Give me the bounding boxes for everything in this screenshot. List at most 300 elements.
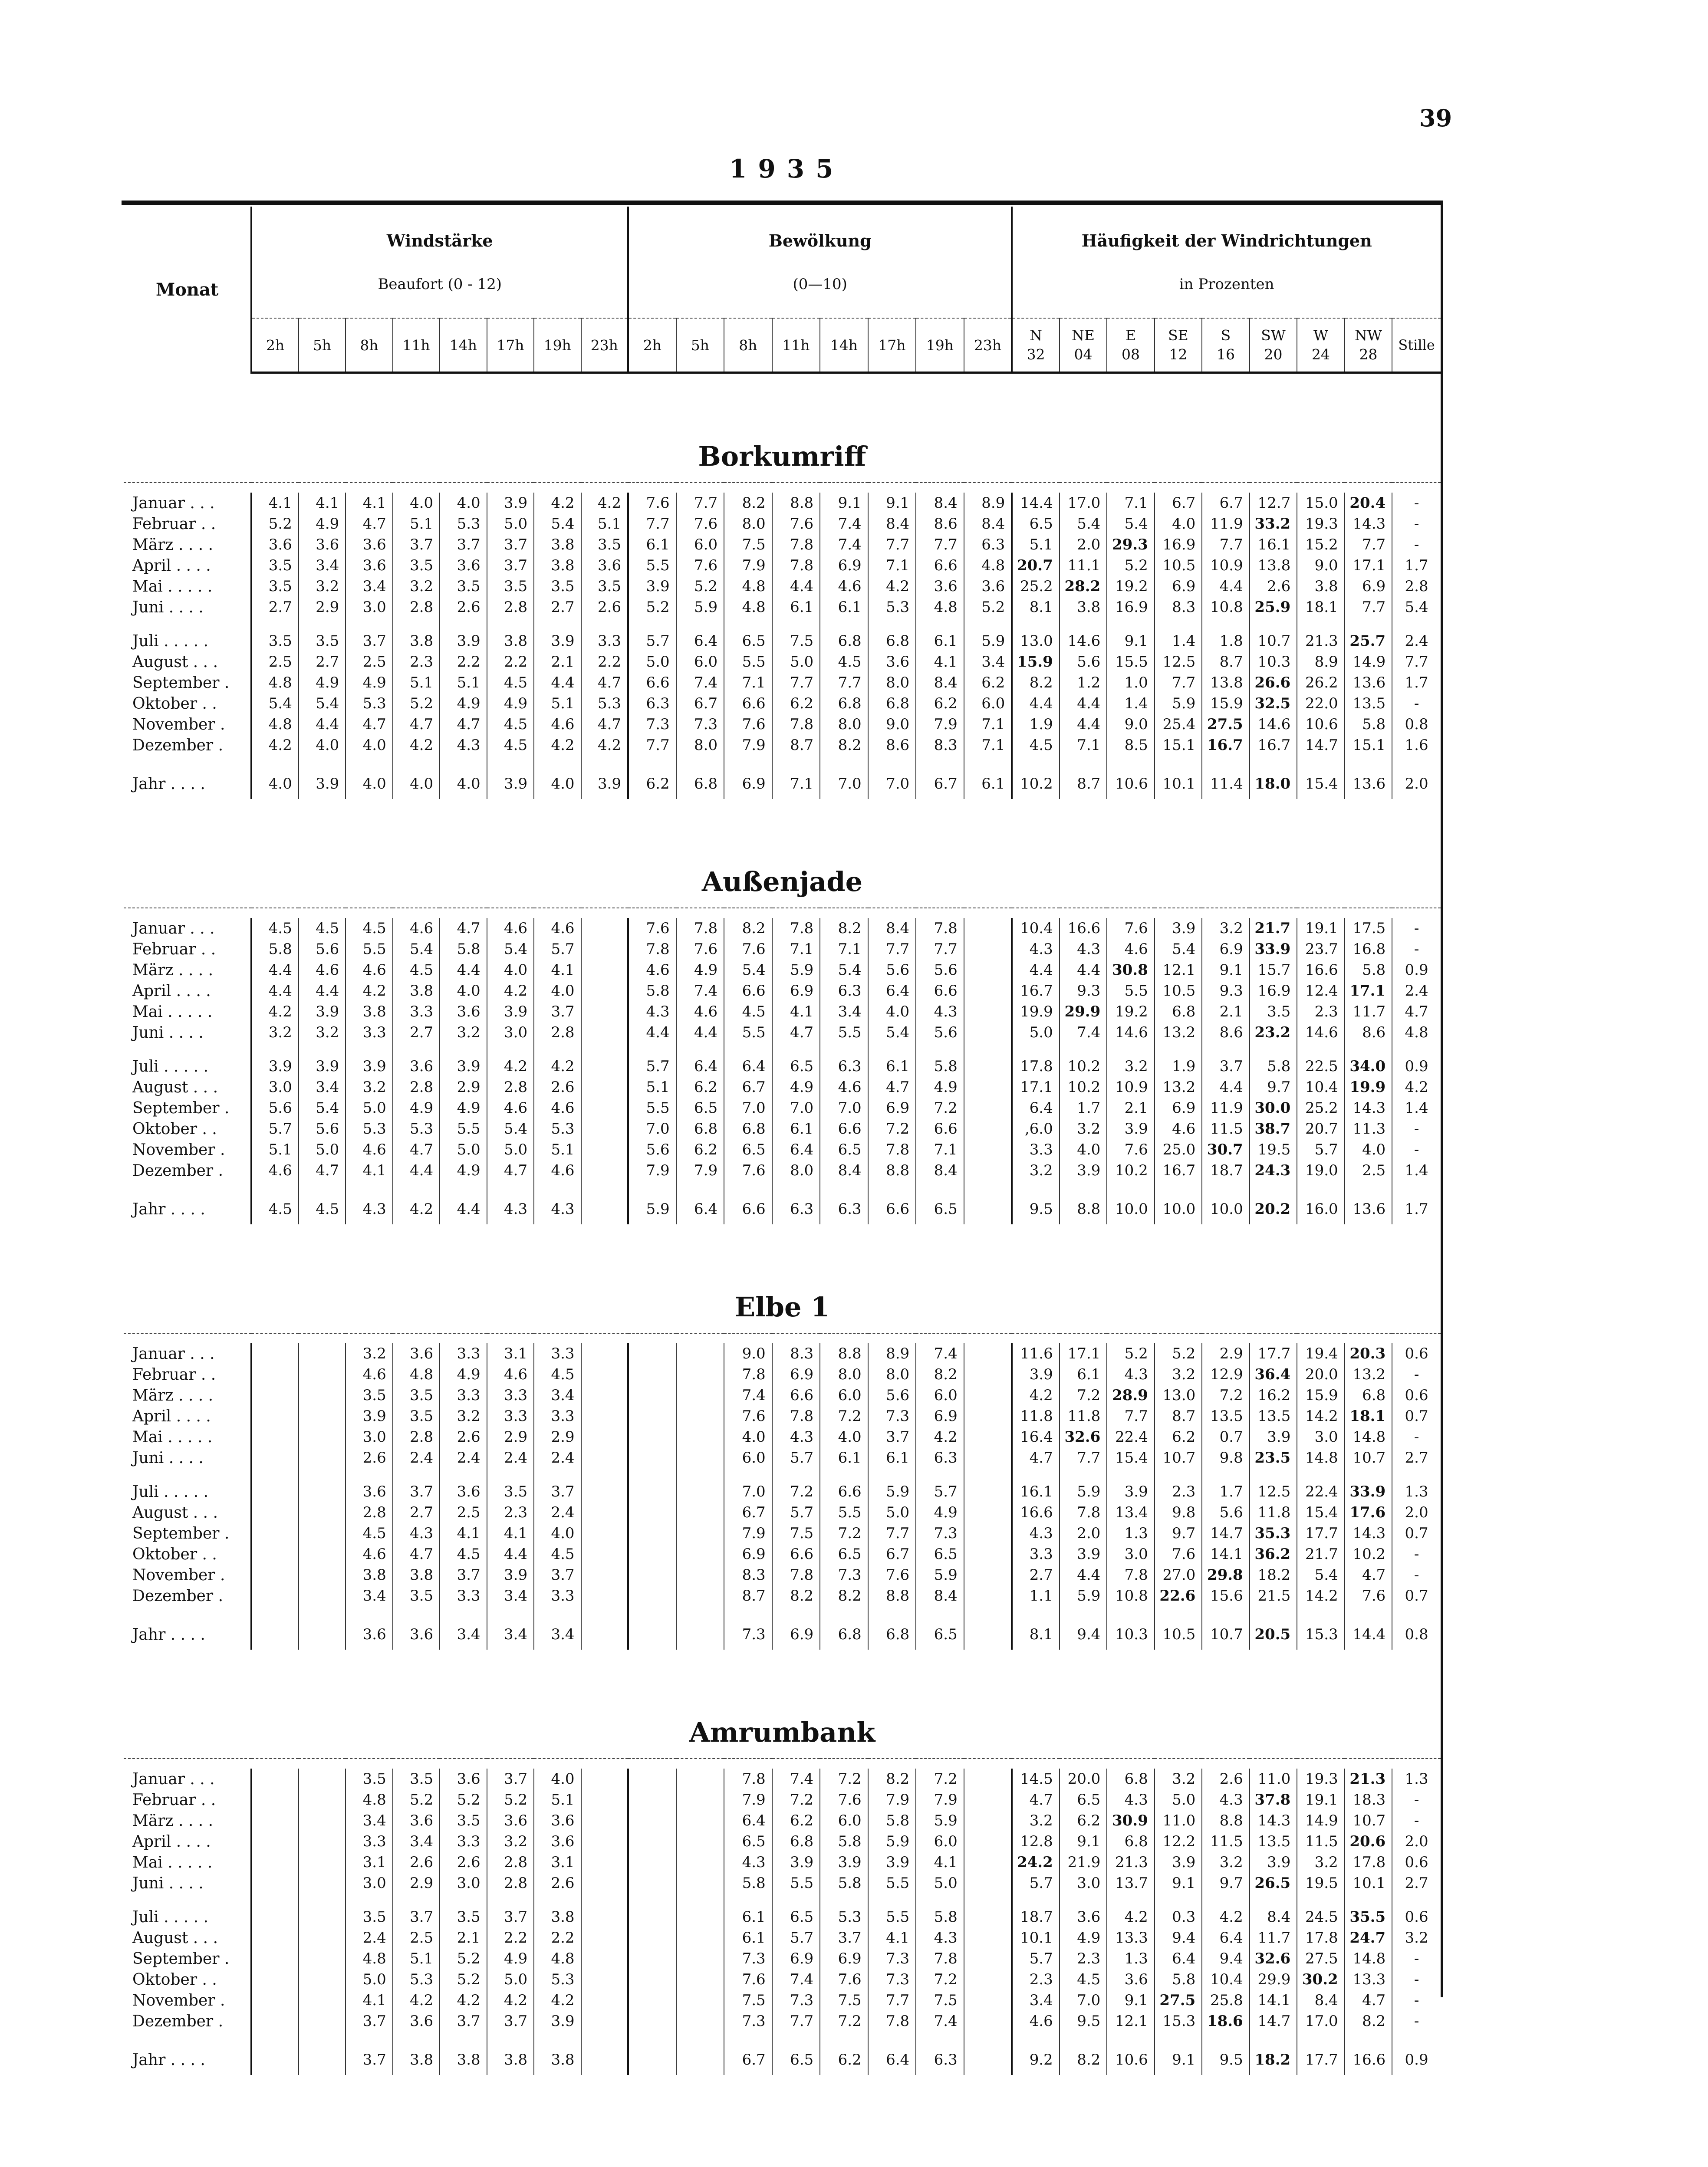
cloud-value: [964, 1098, 1012, 1118]
month-label: Jahr . . . .: [124, 1619, 251, 1650]
cloud-value: 5.6: [868, 960, 916, 980]
direction-frequency: 3.0: [1297, 1427, 1344, 1447]
direction-frequency: 4.0: [1345, 1139, 1392, 1160]
cloud-value: [676, 1619, 724, 1650]
spacer-cell: [1345, 618, 1392, 631]
spacer-cell: [581, 756, 629, 769]
wind-value: [581, 1789, 629, 1810]
cloud-value: 6.5: [916, 1619, 964, 1650]
wind-value: 5.0: [299, 1139, 346, 1160]
cloud-value: 6.1: [868, 1447, 916, 1468]
month-label: Juni . . . .: [124, 1022, 251, 1043]
direction-frequency: 4.6: [1107, 939, 1154, 960]
wind-value: 4.5: [251, 1194, 298, 1224]
direction-frequency: 24.7: [1345, 1927, 1392, 1948]
spacer-cell: [534, 1181, 581, 1194]
col-cloud-hour-7: [964, 318, 1012, 373]
wind-value: 5.1: [393, 1948, 440, 1969]
stille-value: 2.7: [1405, 1449, 1428, 1467]
wind-value: 3.3: [346, 1831, 392, 1852]
cloud-value: 5.2: [628, 597, 676, 618]
wind-value: 4.6: [346, 960, 392, 980]
direction-frequency: 30.8: [1107, 960, 1154, 980]
wind-value: 3.7: [487, 1769, 534, 1789]
spacer-cell: [251, 1894, 298, 1907]
stille-value: 0.8: [1405, 1626, 1428, 1643]
wind-value: 3.7: [393, 1907, 440, 1927]
stille-value: -: [1414, 1971, 1419, 1988]
stille-value: -: [1414, 515, 1419, 533]
cloud-value: 8.0: [868, 672, 916, 693]
cloud-value: [628, 1406, 676, 1427]
direction-frequency: 11.9: [1202, 1098, 1249, 1118]
spacer-cell: [1250, 1894, 1297, 1907]
table-row: [124, 597, 1441, 618]
stille-value: 2.8: [1405, 578, 1428, 595]
col-cloud-hour-3: [772, 318, 820, 373]
cloud-value: 7.6: [676, 513, 724, 534]
direction-frequency: 2.3: [1012, 1969, 1059, 1990]
spacer-cell: [1392, 756, 1441, 769]
spacer-cell: [1012, 756, 1059, 769]
cloud-value: 7.1: [724, 672, 772, 693]
cloud-value: 9.1: [868, 493, 916, 513]
wind-value: 2.3: [393, 651, 440, 672]
wind-value: 5.5: [440, 1118, 487, 1139]
month-label: November .: [124, 1139, 251, 1160]
spacer-cell: [772, 1606, 820, 1619]
direction-frequency: 10.2: [1060, 1077, 1107, 1098]
wind-value: 2.9: [440, 1077, 487, 1098]
cloud-value: 6.4: [868, 2045, 916, 2075]
spacer-cell: [346, 618, 392, 631]
direction-frequency: 16.7: [1155, 1160, 1202, 1181]
table-row: [124, 534, 1441, 555]
spacer-cell: [393, 618, 440, 631]
stille-value: 4.8: [1405, 1024, 1428, 1041]
wind-value: 5.1: [534, 693, 581, 714]
wind-value: 3.8: [393, 980, 440, 1001]
wind-value: 2.1: [440, 1927, 487, 1948]
wind-value: 3.5: [251, 555, 298, 576]
cloud-value: [628, 1343, 676, 1364]
wind-value: 4.0: [393, 769, 440, 799]
cloud-value: 7.4: [916, 2011, 964, 2032]
spacer-cell: [393, 1606, 440, 1619]
direction-frequency: 9.1: [1155, 1873, 1202, 1894]
wind-value: 3.2: [440, 1406, 487, 1427]
cloud-value: [628, 1502, 676, 1523]
stille-value: 1.3: [1405, 1483, 1428, 1500]
direction-frequency: 2.1: [1202, 1001, 1249, 1022]
spacer-cell: [1012, 1043, 1059, 1056]
col-dir-0: [1012, 318, 1059, 373]
direction-frequency: 14.8: [1297, 1447, 1344, 1468]
cloud-value: [676, 1502, 724, 1523]
col-dir-3: [1155, 318, 1202, 373]
table-row: [124, 1001, 1441, 1022]
direction-frequency: 15.2: [1297, 534, 1344, 555]
cloud-value: 6.9: [772, 1948, 820, 1969]
cloud-value: 6.9: [820, 555, 868, 576]
wind-value: 2.2: [440, 651, 487, 672]
wind-value: 5.0: [346, 1969, 392, 1990]
spacer-cell: [299, 1181, 346, 1194]
cloud-value: 7.8: [772, 1565, 820, 1585]
direction-frequency: 12.5: [1155, 651, 1202, 672]
table-row: [124, 1948, 1441, 1969]
spacer-cell: [628, 756, 676, 769]
direction-frequency: 20.4: [1345, 493, 1392, 513]
wind-value: 3.9: [299, 1056, 346, 1077]
stille-value: 7.7: [1405, 653, 1428, 671]
cloud-value: 4.1: [916, 1852, 964, 1873]
cloud-value: 7.3: [724, 1619, 772, 1650]
wind-value: 5.4: [251, 693, 298, 714]
spacer-cell: [1107, 618, 1154, 631]
wind-value: 3.8: [534, 534, 581, 555]
cloud-value: [676, 1769, 724, 1789]
dir-label: NW: [1355, 327, 1382, 344]
spacer-cell: [346, 756, 392, 769]
direction-frequency: 3.9: [1155, 918, 1202, 939]
direction-frequency: 7.6: [1107, 918, 1154, 939]
direction-frequency: 8.4: [1250, 1907, 1297, 1927]
table-row: [124, 2011, 1441, 2032]
wind-value: 4.1: [346, 493, 392, 513]
wind-value: 3.8: [346, 1565, 392, 1585]
wind-value: 4.1: [440, 1523, 487, 1544]
direction-frequency: 7.0: [1060, 1990, 1107, 2011]
stille-value: -: [1414, 536, 1419, 553]
direction-frequency: 9.4: [1202, 1948, 1249, 1969]
cloud-value: 6.5: [916, 1194, 964, 1224]
spacer-cell: [1012, 1468, 1059, 1481]
hour-label: 23h: [590, 336, 618, 354]
spacer-cell: [724, 1894, 772, 1907]
wind-value: 5.3: [346, 1118, 392, 1139]
direction-frequency: 3.2: [1297, 1852, 1344, 1873]
cloud-value: [628, 1907, 676, 1927]
stille-value: 0.7: [1405, 1407, 1428, 1425]
month-label: Februar . .: [124, 513, 251, 534]
cloud-value: [676, 1364, 724, 1385]
dir-code: 20: [1264, 346, 1283, 363]
cloud-value: 6.7: [868, 1544, 916, 1565]
direction-frequency: 27.0: [1155, 1565, 1202, 1585]
direction-frequency: 3.9: [1250, 1427, 1297, 1447]
cloud-value: 6.0: [676, 651, 724, 672]
spacer-cell: [534, 1894, 581, 1907]
spacer-cell: [251, 1043, 298, 1056]
wind-value: 4.7: [440, 714, 487, 735]
direction-frequency: 5.5: [1107, 980, 1154, 1001]
month-label: April . . . .: [124, 555, 251, 576]
col-wind-hour-6: [534, 318, 581, 373]
direction-frequency: 14.7: [1202, 1523, 1249, 1544]
station-name: Außenjade: [701, 865, 863, 898]
header-bewoelkung-subtitle: (0—10): [793, 276, 847, 293]
cloud-value: 6.4: [868, 980, 916, 1001]
hour-label: 5h: [313, 336, 332, 354]
direction-frequency: 13.5: [1250, 1406, 1297, 1427]
wind-value: [251, 2011, 298, 2032]
wind-value: 3.5: [581, 534, 629, 555]
direction-frequency: 7.7: [1107, 1406, 1154, 1427]
direction-frequency: 2.3: [1060, 1948, 1107, 1969]
month-label: März . . . .: [124, 1810, 251, 1831]
cloud-value: 6.0: [724, 1447, 772, 1468]
cloud-value: 6.0: [820, 1385, 868, 1406]
col-wind-hour-0: [251, 318, 298, 373]
wind-value: [299, 1565, 346, 1585]
direction-frequency: 26.5: [1250, 1873, 1297, 1894]
table-row: [124, 513, 1441, 534]
direction-frequency: 5.1: [1012, 534, 1059, 555]
wind-value: 3.5: [581, 576, 629, 597]
cloud-value: 4.6: [820, 576, 868, 597]
direction-frequency: 36.4: [1250, 1364, 1297, 1385]
direction-frequency: 5.7: [1012, 1948, 1059, 1969]
month-label: Dezember .: [124, 1585, 251, 1606]
direction-frequency: 9.2: [1012, 2045, 1059, 2075]
cloud-value: 7.0: [724, 1098, 772, 1118]
cloud-value: 7.9: [724, 1789, 772, 1810]
cloud-value: [964, 960, 1012, 980]
wind-value: 3.7: [393, 1481, 440, 1502]
direction-frequency: 5.8: [1250, 1056, 1297, 1077]
stille-value: -: [1414, 1141, 1419, 1158]
cloud-value: 6.3: [916, 2045, 964, 2075]
cloud-value: 8.9: [868, 1343, 916, 1364]
wind-value: 2.9: [487, 1427, 534, 1447]
wind-value: [581, 1022, 629, 1043]
direction-frequency: 3.9: [1012, 1364, 1059, 1385]
spacer-cell: [964, 1043, 1012, 1056]
direction-frequency: 4.0: [1060, 1139, 1107, 1160]
direction-frequency: 5.2: [1107, 1343, 1154, 1364]
direction-frequency: 5.9: [1155, 693, 1202, 714]
month-label: Januar . . .: [124, 918, 251, 939]
spacer-cell: [964, 618, 1012, 631]
cloud-value: 6.8: [820, 1619, 868, 1650]
wind-value: 4.4: [393, 1160, 440, 1181]
cloud-value: 6.7: [916, 769, 964, 799]
cloud-value: [964, 1990, 1012, 2011]
spacer-cell: [124, 1606, 251, 1619]
direction-frequency: 9.3: [1060, 980, 1107, 1001]
direction-frequency: 13.2: [1345, 1364, 1392, 1385]
wind-value: [299, 1385, 346, 1406]
direction-frequency: 8.7: [1060, 769, 1107, 799]
spacer-cell: [440, 1606, 487, 1619]
cloud-value: 7.8: [772, 1406, 820, 1427]
wind-value: 3.9: [581, 769, 629, 799]
month-label: Februar . .: [124, 939, 251, 960]
wind-value: 3.2: [251, 1022, 298, 1043]
direction-frequency: 29.9: [1060, 1001, 1107, 1022]
direction-frequency: 8.7: [1155, 1406, 1202, 1427]
cloud-value: 8.6: [916, 513, 964, 534]
direction-frequency: 3.2: [1155, 1769, 1202, 1789]
cloud-value: 8.0: [820, 1364, 868, 1385]
direction-frequency: 12.2: [1155, 1831, 1202, 1852]
wind-value: 4.5: [346, 918, 392, 939]
wind-value: 3.5: [251, 631, 298, 651]
direction-frequency: 9.1: [1155, 2045, 1202, 2075]
month-label: Oktober . .: [124, 1118, 251, 1139]
direction-frequency: 14.6: [1250, 714, 1297, 735]
wind-value: [299, 1831, 346, 1852]
cloud-value: 7.2: [820, 2011, 868, 2032]
spacer-cell: [820, 1043, 868, 1056]
hour-label: 14h: [830, 336, 858, 354]
direction-frequency: 9.8: [1202, 1447, 1249, 1468]
direction-frequency: 30.2: [1297, 1969, 1344, 1990]
direction-frequency: 21.3: [1345, 1769, 1392, 1789]
spacer-cell: [299, 1606, 346, 1619]
month-label: November .: [124, 1565, 251, 1585]
cloud-value: 5.5: [724, 651, 772, 672]
wind-value: 5.0: [346, 1098, 392, 1118]
cloud-value: 5.9: [964, 631, 1012, 651]
direction-frequency: 3.4: [1012, 1990, 1059, 2011]
direction-frequency: 13.6: [1345, 769, 1392, 799]
wind-value: 5.7: [251, 1118, 298, 1139]
wind-value: 3.7: [487, 555, 534, 576]
wind-value: 4.2: [581, 493, 629, 513]
wind-value: 5.2: [440, 1789, 487, 1810]
spacer-cell: [676, 2032, 724, 2045]
cloud-value: 5.3: [868, 597, 916, 618]
cloud-value: 5.8: [916, 1056, 964, 1077]
table-body: [124, 373, 1441, 2075]
direction-frequency: 9.4: [1155, 1927, 1202, 1948]
cloud-value: 7.6: [724, 714, 772, 735]
spacer-cell: [251, 2032, 298, 2045]
wind-value: 5.1: [534, 1789, 581, 1810]
spacer-cell: [581, 1181, 629, 1194]
table-row: [124, 1481, 1441, 1502]
spacer-cell: [676, 1468, 724, 1481]
spacer-cell: [1060, 1606, 1107, 1619]
wind-value: 3.3: [487, 1385, 534, 1406]
spacer-cell: [628, 2032, 676, 2045]
spacer-cell: [916, 1606, 964, 1619]
spacer-cell: [628, 1468, 676, 1481]
col-cloud-hour-0: [628, 318, 676, 373]
direction-frequency: 4.4: [1012, 693, 1059, 714]
wind-value: 5.7: [534, 939, 581, 960]
spacer-cell: [1012, 1606, 1059, 1619]
direction-frequency: 1.1: [1012, 1585, 1059, 1606]
cloud-value: 5.7: [628, 1056, 676, 1077]
wind-value: 3.8: [534, 555, 581, 576]
wind-value: 5.2: [393, 693, 440, 714]
spacer-cell: [393, 1043, 440, 1056]
dir-label: E: [1125, 327, 1136, 344]
cloud-value: [676, 1810, 724, 1831]
cloud-value: 7.3: [676, 714, 724, 735]
cloud-value: [676, 1343, 724, 1364]
spacer-row: [124, 2032, 1441, 2045]
direction-frequency: 13.5: [1202, 1406, 1249, 1427]
month-label: November .: [124, 1990, 251, 2011]
wind-value: 3.9: [440, 631, 487, 651]
spacer-cell: [1297, 756, 1344, 769]
direction-frequency: 10.7: [1202, 1619, 1249, 1650]
direction-frequency: 14.4: [1012, 493, 1059, 513]
page-year: 1935: [729, 154, 845, 184]
month-label: September .: [124, 1948, 251, 1969]
wind-value: [581, 980, 629, 1001]
wind-value: 3.6: [440, 1481, 487, 1502]
dir-label: S: [1221, 327, 1231, 344]
wind-value: [581, 1831, 629, 1852]
cloud-value: [676, 1565, 724, 1585]
col-cloud-hour-1: [676, 318, 724, 373]
wind-value: [581, 1927, 629, 1948]
direction-frequency: 6.2: [1155, 1427, 1202, 1447]
table-row: [124, 1427, 1441, 1447]
direction-frequency: 2.5: [1345, 1160, 1392, 1181]
cloud-value: [964, 1502, 1012, 1523]
stille-value: 2.7: [1405, 1874, 1428, 1892]
cloud-value: 8.4: [916, 672, 964, 693]
wind-value: 3.7: [487, 2011, 534, 2032]
cloud-value: 6.5: [724, 631, 772, 651]
cloud-value: 6.0: [820, 1810, 868, 1831]
cloud-value: [628, 1565, 676, 1585]
table-row: [124, 1789, 1441, 1810]
cloud-value: 6.3: [820, 1056, 868, 1077]
spacer-cell: [440, 2032, 487, 2045]
direction-frequency: 35.5: [1345, 1907, 1392, 1927]
cloud-value: 8.0: [868, 1364, 916, 1385]
cloud-value: 5.7: [772, 1927, 820, 1948]
cloud-value: [676, 1385, 724, 1406]
cloud-value: [964, 1447, 1012, 1468]
direction-frequency: 17.5: [1345, 918, 1392, 939]
direction-frequency: 3.2: [1202, 918, 1249, 939]
spacer-cell: [1107, 1606, 1154, 1619]
wind-value: 3.9: [299, 1001, 346, 1022]
wind-value: 3.5: [393, 555, 440, 576]
cloud-value: 7.6: [724, 939, 772, 960]
cloud-value: 5.0: [916, 1873, 964, 1894]
spacer-cell: [346, 1894, 392, 1907]
direction-frequency: 16.1: [1250, 534, 1297, 555]
cloud-value: 6.3: [820, 980, 868, 1001]
direction-frequency: 25.9: [1250, 597, 1297, 618]
wind-value: 3.8: [534, 1907, 581, 1927]
direction-frequency: 7.7: [1155, 672, 1202, 693]
wind-value: 3.9: [299, 769, 346, 799]
wind-value: 4.7: [299, 1160, 346, 1181]
spacer-cell: [581, 1606, 629, 1619]
dir-label: SE: [1168, 327, 1188, 344]
wind-value: 5.0: [487, 1969, 534, 1990]
col-dir-4: [1202, 318, 1249, 373]
cloud-value: 4.6: [820, 1077, 868, 1098]
spacer-cell: [1250, 756, 1297, 769]
direction-frequency: 7.4: [1060, 1022, 1107, 1043]
direction-frequency: 4.3: [1060, 939, 1107, 960]
direction-frequency: 16.6: [1345, 2045, 1392, 2075]
header-windstaerke-title: Windstärke: [386, 231, 493, 250]
direction-frequency: 10.6: [1107, 769, 1154, 799]
direction-frequency: 10.4: [1012, 918, 1059, 939]
